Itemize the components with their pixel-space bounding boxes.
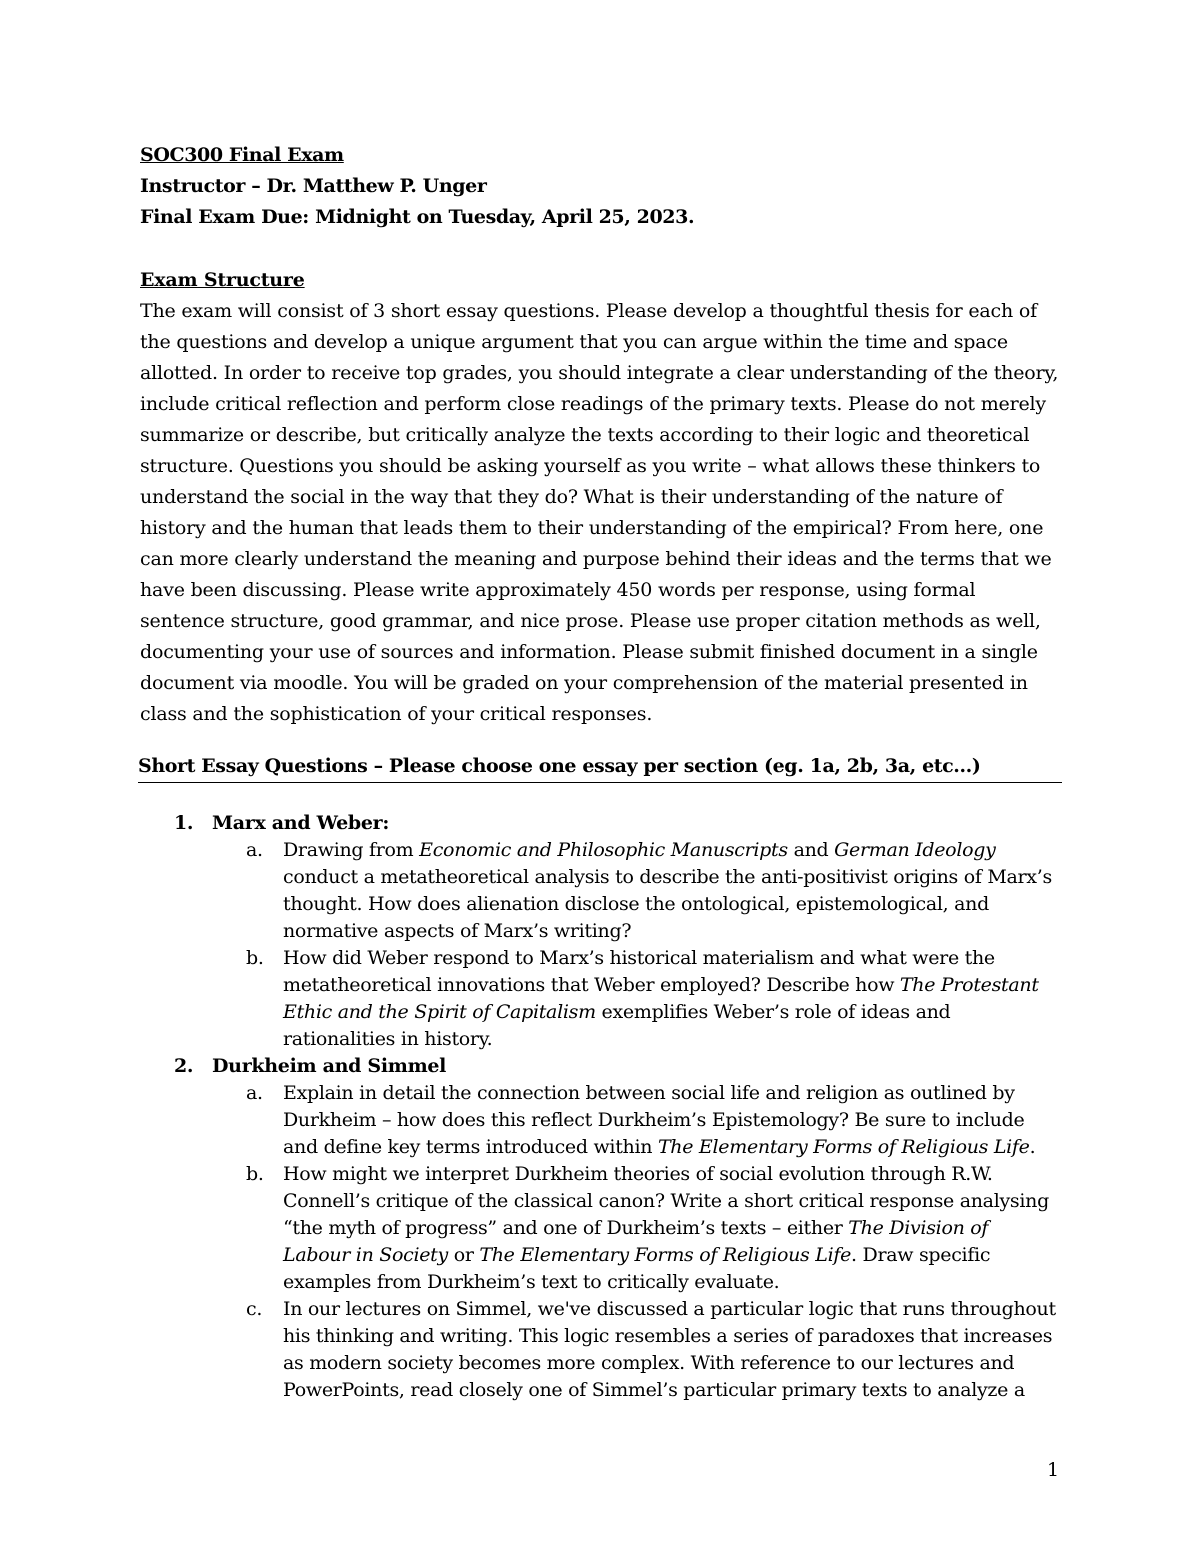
book-title: The Division of bbox=[848, 1217, 989, 1239]
question-item bbox=[140, 837, 1070, 945]
section-heading bbox=[140, 810, 1070, 837]
question-line: In our lectures on Simmel, we've discussed a particular logic that runs throughout bbox=[283, 1298, 1056, 1320]
paragraph-line: document via moodle. You will be graded on your comprehension of the material presented in bbox=[140, 672, 1028, 694]
instructor-line: Instructor – Dr. Matthew P. Unger bbox=[140, 175, 487, 197]
item-label: a. bbox=[246, 839, 263, 861]
question-line bbox=[283, 837, 1070, 864]
paragraph-line: class and the sophistication of your critical responses. bbox=[140, 703, 653, 725]
question-line: How might we interpret Durkheim theories of social evolution through R.W. bbox=[283, 1163, 993, 1185]
course-title: SOC300 Final Exam bbox=[140, 144, 344, 166]
question-line: conduct a metatheoretical analysis to describe the anti-positivist origins of Marx’s bbox=[283, 866, 1052, 888]
section-number: 1. bbox=[174, 812, 194, 834]
paragraph-line: documenting your use of sources and information. Please submit finished document in a single bbox=[140, 641, 1038, 663]
text-run: . bbox=[1029, 1136, 1036, 1158]
question-line: How did Weber respond to Marx’s historical materialism and what were the bbox=[283, 947, 995, 969]
text-run: and define key terms introduced within bbox=[283, 1136, 658, 1158]
question-item bbox=[140, 1161, 1070, 1296]
exam-structure-section bbox=[140, 265, 1060, 730]
paragraph-line: include critical reflection and perform close readings of the primary texts. Please do not merely bbox=[140, 393, 1046, 415]
paragraph-line: structure. Questions you should be asking yourself as you write – what allows these thinkers to bbox=[140, 455, 1041, 477]
question-line: thought. How does alienation disclose the ontological, epistemological, and bbox=[283, 893, 989, 915]
text-run: “the myth of progress” and one of Durkheim’s texts – either bbox=[283, 1217, 849, 1239]
book-title: German Ideology bbox=[834, 839, 996, 861]
question-item bbox=[140, 945, 1070, 1053]
text-run: Drawing from bbox=[283, 839, 420, 861]
paragraph-line: understand the social in the way that they do? What is their understanding of the nature of bbox=[140, 486, 1003, 508]
exam-structure-heading: Exam Structure bbox=[140, 269, 305, 291]
due-date-line: Final Exam Due: Midnight on Tuesday, April 25, 2023. bbox=[140, 206, 695, 228]
paragraph-line: The exam will consist of 3 short essay questions. Please develop a thoughtful thesis for each of bbox=[140, 300, 1037, 322]
question-line bbox=[283, 999, 1070, 1026]
question-line bbox=[283, 1242, 1070, 1269]
section-heading bbox=[140, 1053, 1070, 1080]
question-item bbox=[140, 1296, 1070, 1404]
question-line bbox=[283, 972, 1070, 999]
text-run: exemplifies Weber’s role of ideas and bbox=[595, 1001, 951, 1023]
question-line: Explain in detail the connection between social life and religion as outlined by bbox=[283, 1082, 1015, 1104]
short-essay-questions-heading: Short Essay Questions – Please choose one essay per section (eg. 1a, 2b, 3a, etc…) bbox=[138, 751, 1062, 783]
question-line: Durkheim – how does this reflect Durkheim’s Epistemology? Be sure to include bbox=[283, 1109, 1025, 1131]
paragraph-line: the questions and develop a unique argument that you can argue within the time and space bbox=[140, 331, 1008, 353]
text-run: or bbox=[447, 1244, 480, 1266]
question-line: normative aspects of Marx’s writing? bbox=[283, 920, 632, 942]
exam-header bbox=[140, 140, 694, 233]
question-line: rationalities in history. bbox=[283, 1028, 493, 1050]
book-title: The Elementary Forms of Religious Life bbox=[657, 1136, 1030, 1158]
item-label: b. bbox=[246, 947, 264, 969]
section-number: 2. bbox=[174, 1055, 194, 1077]
questions-list bbox=[140, 810, 1070, 1404]
book-title: The Elementary Forms of Religious Life bbox=[479, 1244, 852, 1266]
question-item bbox=[140, 1080, 1070, 1161]
paragraph-line: history and the human that leads them to their understanding of the empirical? From here, one bbox=[140, 517, 1044, 539]
paragraph-line: sentence structure, good grammar, and nice prose. Please use proper citation methods as well, bbox=[140, 610, 1041, 632]
question-line: Connell’s critique of the classical canon? Write a short critical response analysing bbox=[283, 1190, 1049, 1212]
paragraph-line: have been discussing. Please write approximately 450 words per response, using formal bbox=[140, 579, 976, 601]
book-title: Economic and Philosophic Manuscripts bbox=[419, 839, 788, 861]
text-run: and bbox=[787, 839, 835, 861]
section-title: Marx and Weber: bbox=[212, 812, 390, 834]
exam-structure-paragraph bbox=[140, 296, 1060, 730]
question-line: his thinking and writing. This logic resembles a series of paradoxes that increases bbox=[283, 1325, 1053, 1347]
item-label: b. bbox=[246, 1163, 264, 1185]
book-title: The Protestant bbox=[899, 974, 1039, 996]
book-title: Labour in Society bbox=[283, 1244, 448, 1266]
item-label: c. bbox=[246, 1298, 263, 1320]
text-run: . Draw specific bbox=[851, 1244, 991, 1266]
question-line bbox=[283, 1134, 1070, 1161]
item-label: a. bbox=[246, 1082, 263, 1104]
page-number: 1 bbox=[1047, 1459, 1060, 1481]
question-line: PowerPoints, read closely one of Simmel’s particular primary texts to analyze a bbox=[283, 1379, 1025, 1401]
text-run: metatheoretical innovations that Weber employed? Describe how bbox=[283, 974, 900, 996]
question-line: examples from Durkheim’s text to critically evaluate. bbox=[283, 1271, 780, 1293]
section-title: Durkheim and Simmel bbox=[212, 1055, 447, 1077]
paragraph-line: allotted. In order to receive top grades, you should integrate a clear understanding of the theory, bbox=[140, 362, 1059, 384]
book-title: Ethic and the Spirit of Capitalism bbox=[283, 1001, 596, 1023]
question-line bbox=[283, 1215, 1070, 1242]
paragraph-line: summarize or describe, but critically analyze the texts according to their logic and theoretical bbox=[140, 424, 1030, 446]
paragraph-line: can more clearly understand the meaning and purpose behind their ideas and the terms that we bbox=[140, 548, 1052, 570]
question-line: as modern society becomes more complex. With reference to our lectures and bbox=[283, 1352, 1015, 1374]
